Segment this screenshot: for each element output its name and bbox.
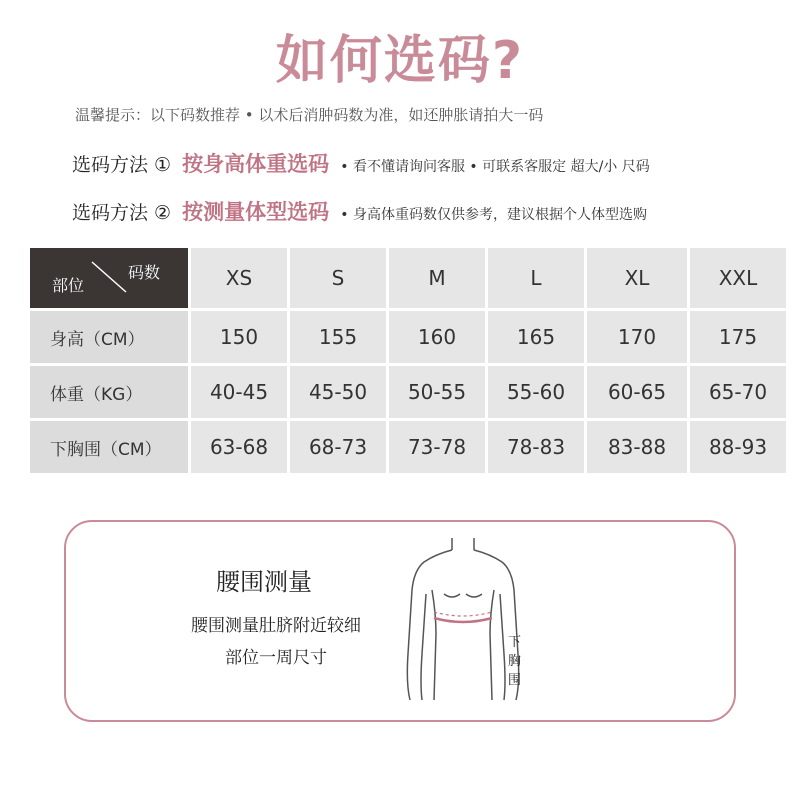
table-corner-header	[30, 248, 188, 308]
method-1-note: • 看不懂请询问客服 • 可联系客服定 超大/小 尺码	[340, 159, 650, 175]
measure-description	[176, 610, 376, 674]
table-cell: 88-93	[690, 421, 786, 473]
size-header: XS	[191, 248, 287, 308]
corner-size-label: 码数	[127, 263, 160, 282]
table-cell: 78-83	[488, 421, 584, 473]
table-cell: 55-60	[488, 366, 584, 418]
size-header: M	[389, 248, 485, 308]
table-cell: 155	[290, 311, 386, 363]
page-title: 如何选码?	[275, 31, 525, 91]
table-cell: 65-70	[690, 366, 786, 418]
torso-outline-icon	[396, 534, 526, 704]
measure-desc-line2: 部位一周尺寸	[225, 648, 327, 668]
row-label-weight: 体重（KG）	[30, 366, 188, 418]
row-label-height: 身高（CM）	[30, 311, 188, 363]
table-cell: 63-68	[191, 421, 287, 473]
table-cell: 40-45	[191, 366, 287, 418]
body-figure	[396, 534, 526, 708]
corner-part-label: 部位	[52, 276, 85, 295]
table-cell: 50-55	[389, 366, 485, 418]
size-header: XL	[587, 248, 687, 308]
table-cell: 83-88	[587, 421, 687, 473]
table-cell: 45-50	[290, 366, 386, 418]
method-2	[72, 196, 647, 226]
figure-label: 下胸围	[508, 635, 522, 688]
method-2-label: 选码方法 ②	[72, 202, 172, 224]
method-1	[72, 148, 650, 178]
size-table	[30, 248, 768, 473]
measure-title: 腰围测量	[216, 568, 312, 596]
table-cell: 160	[389, 311, 485, 363]
table-cell: 60-65	[587, 366, 687, 418]
size-header: L	[488, 248, 584, 308]
method-1-label: 选码方法 ①	[72, 154, 172, 176]
size-header: S	[290, 248, 386, 308]
table-cell: 165	[488, 311, 584, 363]
tip-text: 温馨提示：以下码数推荐 • 以术后消肿码数为准，如还肿胀请拍大一码	[75, 106, 544, 124]
table-cell: 68-73	[290, 421, 386, 473]
method-2-emphasis: 按测量体型选码	[182, 200, 330, 224]
table-cell: 170	[587, 311, 687, 363]
method-1-emphasis: 按身高体重选码	[182, 152, 330, 176]
measure-desc-line1: 腰围测量肚脐附近较细	[191, 616, 361, 636]
table-cell: 175	[690, 311, 786, 363]
table-cell: 73-78	[389, 421, 485, 473]
row-label-underbust: 下胸围（CM）	[30, 421, 188, 473]
table-cell: 150	[191, 311, 287, 363]
measure-card	[64, 520, 736, 722]
method-2-note: • 身高体重码数仅供参考，建议根据个人体型选购	[340, 207, 647, 223]
size-header: XXL	[690, 248, 786, 308]
